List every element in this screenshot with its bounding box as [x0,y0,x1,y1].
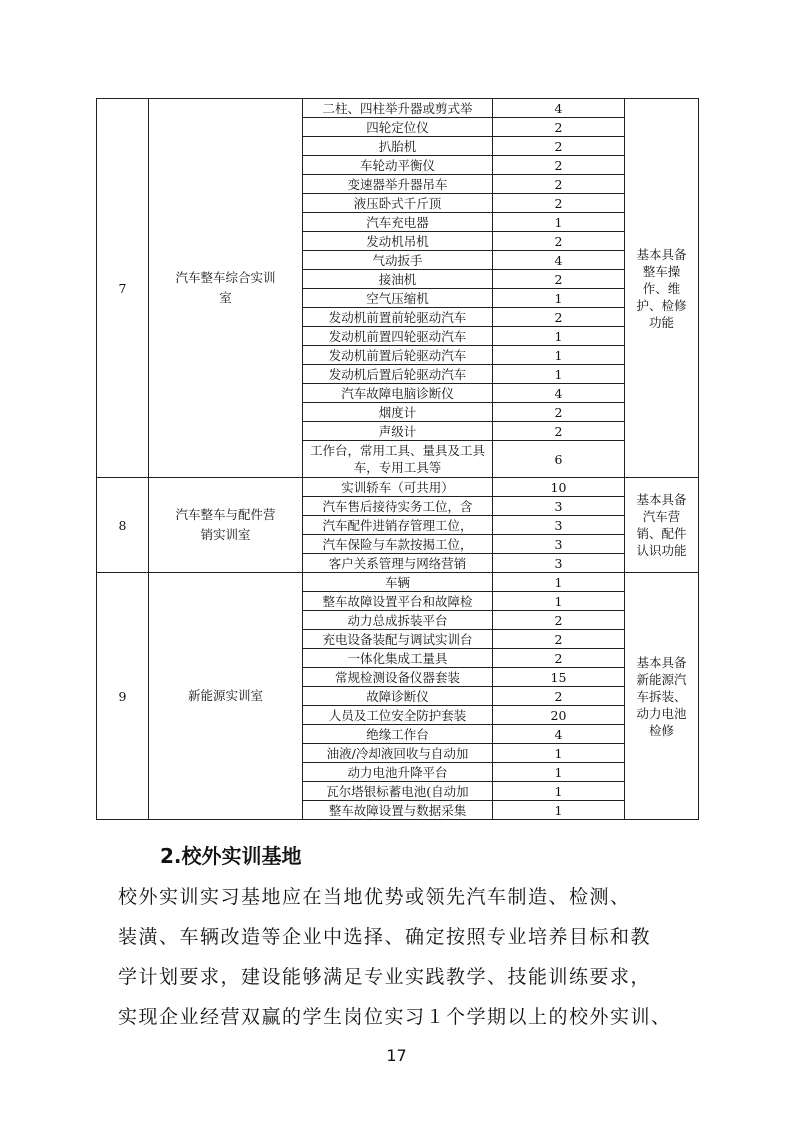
table-row [97,573,699,592]
equipment-table [96,98,699,820]
paragraph-line: 实现企业经营双赢的学生岗位实习１个学期以上的校外实训、 [118,1006,672,1028]
quantity-cell: 2 [493,156,625,175]
section-paragraph [118,877,688,1037]
equipment-name-cell: 实训轿车（可共用） [303,478,493,497]
quantity-cell: 3 [493,516,625,535]
quantity-cell: 2 [493,403,625,422]
quantity-cell: 1 [493,289,625,308]
quantity-cell: 2 [493,611,625,630]
function-note-cell: 基本具备新能源汽车拆装、动力电池检修 [625,573,699,820]
equipment-name-cell: 扒胎机 [303,137,493,156]
equipment-name-cell: 一体化集成工量具 [303,649,493,668]
page-number: 17 [386,1046,407,1065]
quantity-cell: 1 [493,346,625,365]
quantity-cell: 3 [493,535,625,554]
quantity-cell: 2 [493,118,625,137]
quantity-cell: 4 [493,99,625,118]
paragraph-line: 学计划要求，建设能够满足专业实践教学、技能训练要求， [118,966,652,988]
quantity-cell: 6 [493,441,625,478]
quantity-cell: 10 [493,478,625,497]
equipment-name-cell: 动力总成拆装平台 [303,611,493,630]
equipment-name-cell: 发动机前置前轮驱动汽车 [303,308,493,327]
section-heading: 2.校外实训基地 [160,844,302,868]
equipment-name-cell: 车轮动平衡仪 [303,156,493,175]
equipment-name-cell: 汽车售后接待实务工位，含 [303,497,493,516]
equipment-name-cell: 车辆 [303,573,493,592]
room-name-cell: 汽车整车综合实训室 [149,99,303,478]
quantity-cell: 1 [493,327,625,346]
equipment-name-cell: 整车故障设置平台和故障检 [303,592,493,611]
equipment-name-cell: 整车故障设置与数据采集 [303,801,493,820]
equipment-name-cell: 人员及工位安全防护套装 [303,706,493,725]
equipment-name-cell: 气动扳手 [303,251,493,270]
equipment-name-cell: 汽车充电器 [303,213,493,232]
equipment-name-cell: 发动机吊机 [303,232,493,251]
row-number-cell: 7 [97,99,149,478]
table-row [97,99,699,118]
equipment-name-cell: 动力电池升降平台 [303,763,493,782]
equipment-name-cell: 烟度计 [303,403,493,422]
quantity-cell: 4 [493,725,625,744]
quantity-cell: 1 [493,573,625,592]
equipment-name-cell: 故障诊断仪 [303,687,493,706]
quantity-cell: 4 [493,384,625,403]
function-note-cell: 基本具备汽车营销、配件认识功能 [625,478,699,573]
quantity-cell: 1 [493,365,625,384]
paragraph-line: 装潢、车辆改造等企业中选择、确定按照专业培养目标和教 [118,926,652,948]
quantity-cell: 20 [493,706,625,725]
room-name-cell: 新能源实训室 [149,573,303,820]
quantity-cell: 3 [493,497,625,516]
quantity-cell: 2 [493,137,625,156]
quantity-cell: 1 [493,213,625,232]
table-row [97,478,699,497]
equipment-name-cell: 常规检测设备仪器套装 [303,668,493,687]
equipment-name-cell: 充电设备装配与调试实训台 [303,630,493,649]
quantity-cell: 2 [493,308,625,327]
quantity-cell: 3 [493,554,625,573]
quantity-cell: 2 [493,175,625,194]
equipment-name-cell: 发动机后置后轮驱动汽车 [303,365,493,384]
equipment-name-cell: 二柱、四柱举升器或剪式举 [303,99,493,118]
paragraph-line: 校外实训实习基地应在当地优势或领先汽车制造、检测、 [118,886,631,908]
equipment-name-cell: 油液/冷却液回收与自动加 [303,744,493,763]
equipment-name-cell: 汽车配件进销存管理工位， [303,516,493,535]
quantity-cell: 1 [493,592,625,611]
quantity-cell: 2 [493,270,625,289]
quantity-cell: 2 [493,232,625,251]
equipment-name-cell: 汽车故障电脑诊断仪 [303,384,493,403]
row-number-cell: 9 [97,573,149,820]
function-note-cell: 基本具备整车操作、维护、检修功能 [625,99,699,478]
equipment-name-cell: 接油机 [303,270,493,289]
quantity-cell: 2 [493,687,625,706]
equipment-name-cell: 四轮定位仪 [303,118,493,137]
quantity-cell: 1 [493,763,625,782]
quantity-cell: 2 [493,194,625,213]
equipment-name-cell: 发动机前置后轮驱动汽车 [303,346,493,365]
equipment-name-cell: 瓦尔塔银标蓄电池(自动加 [303,782,493,801]
room-name-cell: 汽车整车与配件营销实训室 [149,478,303,573]
equipment-name-cell: 工作台，常用工具、量具及工具车，专用工具等 [303,441,493,478]
equipment-name-cell: 空气压缩机 [303,289,493,308]
equipment-name-cell: 绝缘工作台 [303,725,493,744]
row-number-cell: 8 [97,478,149,573]
quantity-cell: 1 [493,782,625,801]
quantity-cell: 2 [493,422,625,441]
equipment-name-cell: 客户关系管理与网络营销 [303,554,493,573]
quantity-cell: 2 [493,630,625,649]
quantity-cell: 4 [493,251,625,270]
equipment-name-cell: 声级计 [303,422,493,441]
quantity-cell: 15 [493,668,625,687]
equipment-name-cell: 变速器举升器吊车 [303,175,493,194]
equipment-name-cell: 发动机前置四轮驱动汽车 [303,327,493,346]
equipment-name-cell: 液压卧式千斤顶 [303,194,493,213]
quantity-cell: 1 [493,744,625,763]
quantity-cell: 2 [493,649,625,668]
equipment-name-cell: 汽车保险与车款按揭工位， [303,535,493,554]
quantity-cell: 1 [493,801,625,820]
